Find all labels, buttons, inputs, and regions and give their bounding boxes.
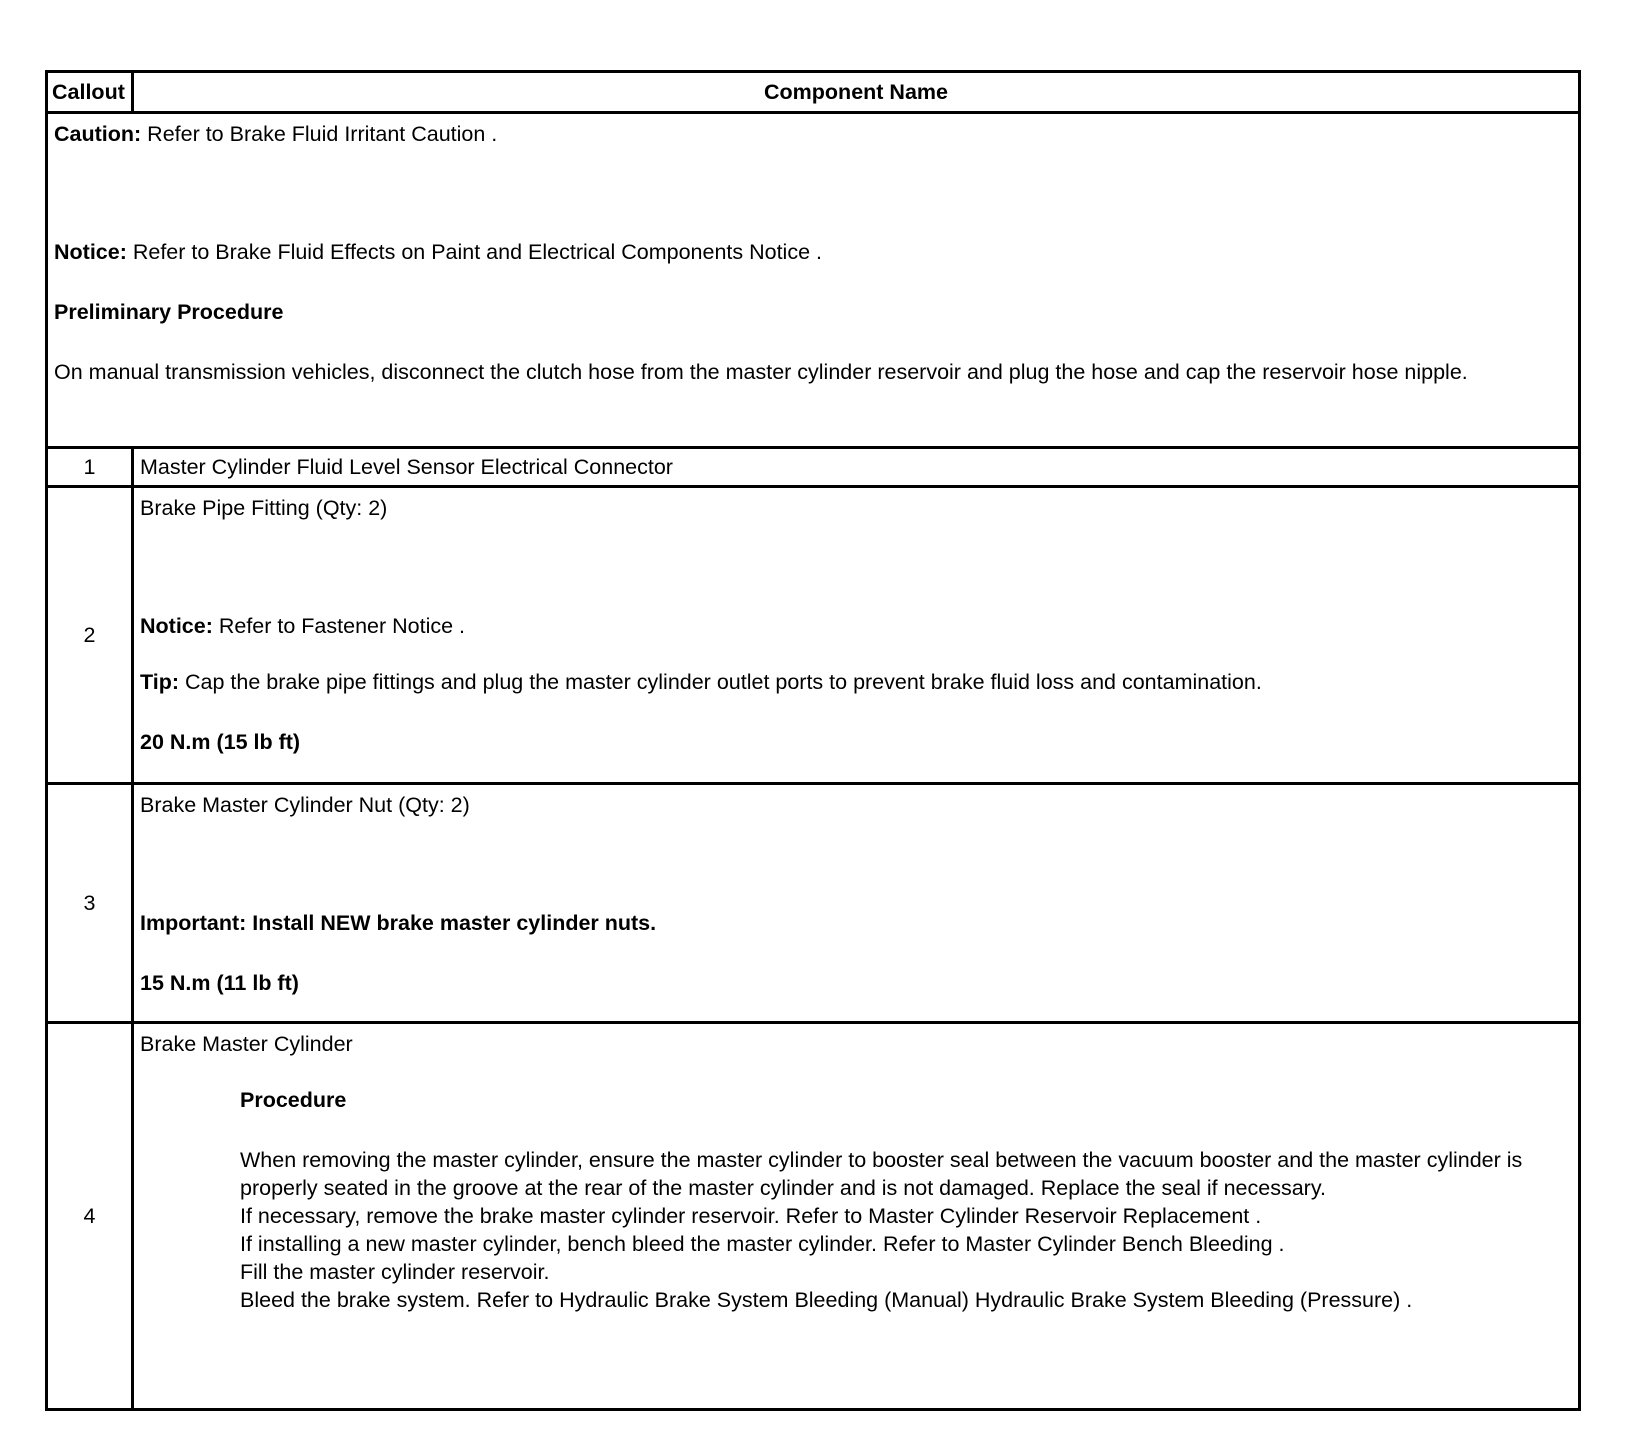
preliminary-procedure-text: On manual transmission vehicles, disconnect the clutch hose from the master cylinder reservoir and plug the hose and cap the reservoir hose nipple. [54, 360, 1468, 384]
callout-number: 3 [47, 784, 133, 1023]
tip-line [140, 668, 1572, 696]
component-name: Brake Master Cylinder [140, 1032, 353, 1056]
torque-spec: 20 N.m (15 lb ft) [140, 730, 301, 754]
procedure-step: Fill the master cylinder reservoir. [240, 1260, 550, 1284]
notice-line [140, 612, 1572, 640]
intro-cell [47, 113, 1580, 448]
notice-text: Refer to Brake Fluid Effects on Paint and Electrical Components Notice . [126, 240, 822, 264]
component-description [133, 784, 1580, 1023]
procedure-step: If installing a new master cylinder, bench bleed the master cylinder. Refer to Master Cylinder Bench Bleeding . [240, 1232, 1285, 1256]
caution-text: Refer to Brake Fluid Irritant Caution . [141, 122, 498, 146]
procedure-heading: Procedure [240, 1088, 347, 1112]
intro-row [47, 113, 1580, 448]
caution-label: Caution: [54, 122, 142, 146]
component-name: Master Cylinder Fluid Level Sensor Electrical Connector [133, 448, 1580, 487]
component-description [133, 1023, 1580, 1410]
callout-number: 1 [47, 448, 133, 487]
callout-number: 4 [47, 1023, 133, 1410]
notice-line [54, 238, 1572, 266]
notice-text: Refer to Fastener Notice . [212, 614, 466, 638]
table-header-row [47, 72, 1580, 113]
table-row [47, 487, 1580, 784]
table-row [47, 784, 1580, 1023]
torque-spec: 15 N.m (11 lb ft) [140, 971, 299, 995]
table-row [47, 1023, 1580, 1410]
tip-label: Tip: [140, 670, 180, 694]
caution-line [54, 120, 1572, 148]
component-name: Brake Master Cylinder Nut (Qty: 2) [140, 793, 470, 817]
table-row [47, 448, 1580, 487]
procedure-step: When removing the master cylinder, ensure the master cylinder to booster seal between the vacuum booster and the master cylinder is properly seated in the groove at the rear of the master cylinder and is not damaged. Replace the seal if necessary. [240, 1148, 1523, 1200]
component-description [133, 487, 1580, 784]
callout-number: 2 [47, 487, 133, 784]
important-note: Important: Install NEW brake master cylinder nuts. [140, 911, 657, 935]
notice-label: Notice: [140, 614, 213, 638]
component-name-column-header: Component Name [133, 72, 1580, 113]
procedure-block [140, 1086, 1572, 1314]
procedure-step: Bleed the brake system. Refer to Hydraulic Brake System Bleeding (Manual) Hydraulic Brake System Bleeding (Pressure) . [240, 1288, 1413, 1312]
preliminary-procedure-heading: Preliminary Procedure [54, 300, 284, 324]
component-name: Brake Pipe Fitting (Qty: 2) [140, 496, 388, 520]
component-table [45, 70, 1581, 1411]
tip-text: Cap the brake pipe fittings and plug the master cylinder outlet ports to prevent brake fluid loss and contamination. [179, 670, 1262, 694]
notice-label: Notice: [54, 240, 127, 264]
procedure-step: If necessary, remove the brake master cylinder reservoir. Refer to Master Cylinder Reservoir Replacement . [240, 1204, 1262, 1228]
callout-column-header: Callout [47, 72, 133, 113]
